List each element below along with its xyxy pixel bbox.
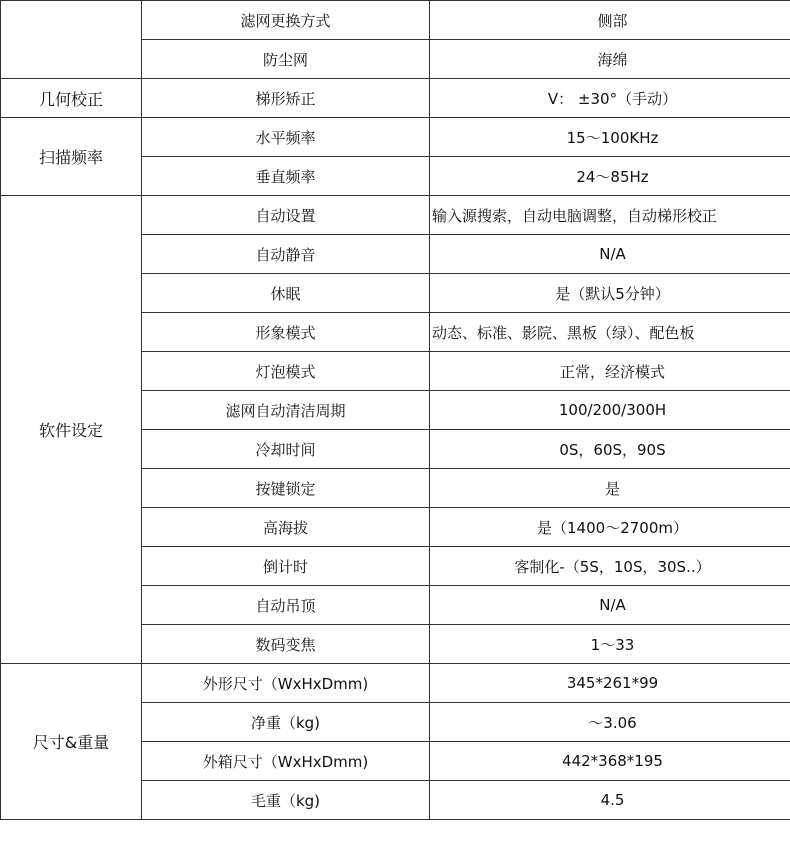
- item-cell: 高海拔: [142, 508, 430, 547]
- table-row: [1, 79, 790, 118]
- item-cell: 滤网自动清洁周期: [142, 391, 430, 430]
- category-cell: 扫描频率: [1, 118, 142, 196]
- value-cell: N/A: [430, 586, 790, 625]
- value-cell: 是（默认5分钟）: [430, 274, 790, 313]
- item-cell: 倒计时: [142, 547, 430, 586]
- value-cell: N/A: [430, 235, 790, 274]
- item-cell: 滤网更换方式: [142, 1, 430, 40]
- category-cell: 尺寸&重量: [1, 664, 142, 820]
- table-row: [1, 196, 790, 235]
- category-cell: [1, 1, 142, 79]
- item-cell: 休眠: [142, 274, 430, 313]
- item-cell: 外箱尺寸（WxHxDmm): [142, 742, 430, 781]
- table-row: [1, 118, 790, 157]
- value-cell: 正常，经济模式: [430, 352, 790, 391]
- item-cell: 防尘网: [142, 40, 430, 79]
- value-cell: 100/200/300H: [430, 391, 790, 430]
- category-cell: 软件设定: [1, 196, 142, 664]
- item-cell: 按键锁定: [142, 469, 430, 508]
- category-cell: 几何校正: [1, 79, 142, 118]
- item-cell: 水平频率: [142, 118, 430, 157]
- value-cell: ～3.06: [430, 703, 790, 742]
- value-cell: 海绵: [430, 40, 790, 79]
- item-cell: 净重（kg): [142, 703, 430, 742]
- value-cell: V： ±30°（手动）: [430, 79, 790, 118]
- item-cell: 灯泡模式: [142, 352, 430, 391]
- item-cell: 数码变焦: [142, 625, 430, 664]
- item-cell: 冷却时间: [142, 430, 430, 469]
- value-cell: 442*368*195: [430, 742, 790, 781]
- value-cell: 15～100KHz: [430, 118, 790, 157]
- value-cell: 是: [430, 469, 790, 508]
- value-cell: 4.5: [430, 781, 790, 820]
- value-cell: 侧部: [430, 1, 790, 40]
- value-cell: 动态、标准、影院、黑板（绿）、配色板: [430, 313, 790, 352]
- item-cell: 梯形矫正: [142, 79, 430, 118]
- item-cell: 外形尺寸（WxHxDmm): [142, 664, 430, 703]
- value-cell: 输入源搜索，自动电脑调整，自动梯形校正: [430, 196, 790, 235]
- item-cell: 自动设置: [142, 196, 430, 235]
- value-cell: 客制化-（5S，10S，30S..）: [430, 547, 790, 586]
- item-cell: 垂直频率: [142, 157, 430, 196]
- item-cell: 毛重（kg): [142, 781, 430, 820]
- table-row: [1, 664, 790, 703]
- item-cell: 自动静音: [142, 235, 430, 274]
- value-cell: 0S，60S，90S: [430, 430, 790, 469]
- table-row: [1, 1, 790, 40]
- item-cell: 形象模式: [142, 313, 430, 352]
- value-cell: 24～85Hz: [430, 157, 790, 196]
- item-cell: 自动吊顶: [142, 586, 430, 625]
- value-cell: 是（1400～2700m）: [430, 508, 790, 547]
- value-cell: 345*261*99: [430, 664, 790, 703]
- value-cell: 1～33: [430, 625, 790, 664]
